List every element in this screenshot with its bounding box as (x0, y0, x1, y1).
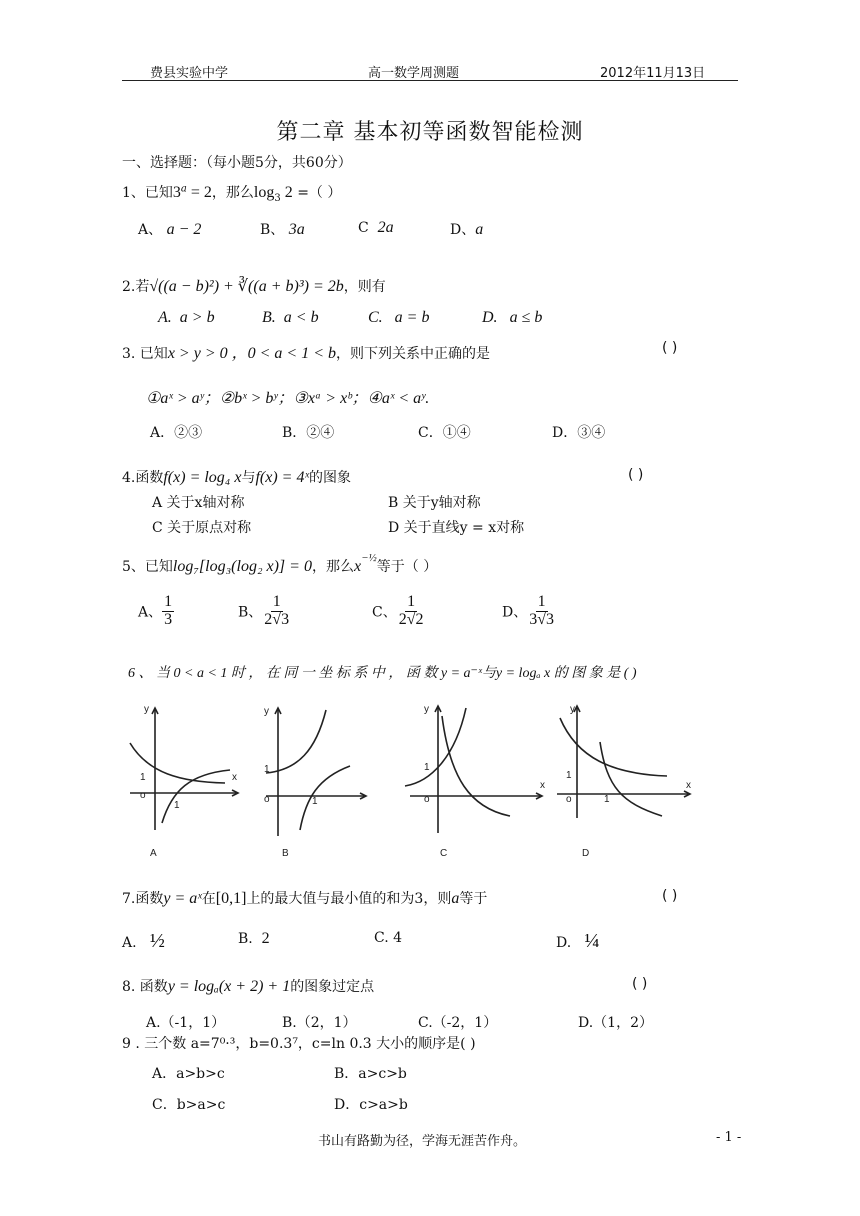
q7-option-b[interactable]: B. 2 (238, 930, 270, 947)
q3-option-b[interactable]: B．②④ (282, 425, 335, 441)
svg-text:1: 1 (312, 796, 318, 807)
graph-label: B (282, 848, 289, 859)
q3-option-c[interactable]: C．①④ (418, 425, 471, 441)
q4-option-a[interactable]: A 关于x轴对称 (152, 495, 245, 511)
svg-text:y: y (144, 704, 149, 715)
svg-text:1: 1 (566, 770, 572, 781)
q7-option-d[interactable]: D. ¼ (556, 930, 600, 952)
svg-text:1: 1 (140, 772, 146, 783)
graph-label: C (440, 848, 448, 859)
q1-option-b[interactable]: B、 3a (260, 221, 305, 238)
q7-answer-paren: ( ) (662, 888, 678, 904)
page-title: 第二章 基本初等函数智能检测 (276, 120, 584, 145)
q4-option-b[interactable]: B 关于y轴对称 (388, 495, 481, 511)
question-6: 6 、 当 0 < a < 1 时 ， 在 同 一 坐 标 系 中 ， 函 数 y = a⁻ˣ与y = logₐ x 的 图 象 是 ( ) (128, 666, 637, 681)
page-number: - 1 - (716, 1130, 742, 1145)
question-2: 2.若√((a − b)²) + ∛((a + b)³) = 2b，则有 (122, 278, 386, 295)
q7-option-a[interactable]: A. ½ (122, 930, 165, 952)
svg-text:x: x (540, 780, 545, 791)
svg-text:1: 1 (264, 764, 270, 775)
q5-option-d[interactable]: D、 $\frac{1}{3√3}$ (502, 593, 555, 628)
question-9: 9 . 三个数 a=7⁰·³，b=0.3⁷，c=ln 0.3 大小的顺序是( ) (122, 1036, 476, 1052)
q3-option-a[interactable]: A．②③ (150, 425, 203, 441)
svg-text:y: y (424, 704, 429, 715)
graph-b[interactable] (258, 698, 378, 863)
question-4: 4.函数f(x) = log₄ x与f(x) = 4ˣ的图象 (122, 469, 351, 486)
q5-option-a[interactable]: A、 $\frac{1}{3}$ (138, 593, 173, 628)
graph-d[interactable] (552, 698, 697, 863)
svg-text:y: y (264, 706, 269, 717)
graph-label: D (582, 848, 590, 859)
question-3: 3. 已知x > y > 0 ，0 < a < 1 < b，则下列关系中正确的是 (122, 345, 491, 362)
header-date: 2012年11月13日 (600, 66, 706, 81)
svg-text:1: 1 (604, 794, 610, 805)
header-school: 费县实验中学 (150, 66, 229, 81)
svg-text:1: 1 (174, 800, 180, 811)
q8-option-a[interactable]: A.（-1，1） (146, 1015, 226, 1031)
q4-option-c[interactable]: C 关于原点对称 (152, 520, 252, 536)
q1-option-a[interactable]: A、 a − 2 (138, 221, 202, 238)
svg-text:o: o (140, 790, 146, 801)
q3-answer-paren: ( ) (662, 340, 678, 356)
q1-option-d[interactable]: D、a (450, 221, 484, 238)
header-subject: 高一数学周测题 (368, 66, 460, 81)
q9-option-c[interactable]: C．b>a>c (152, 1097, 226, 1113)
graph-c[interactable] (400, 698, 550, 863)
header-rule (122, 80, 738, 81)
q5-option-b[interactable]: B、 $\frac{1}{2√3}$ (238, 593, 290, 628)
q9-option-a[interactable]: A．a>b>c (152, 1066, 225, 1082)
q3-option-d[interactable]: D．③④ (552, 425, 606, 441)
svg-text:o: o (424, 794, 430, 805)
q7-option-c[interactable]: C. 4 (374, 930, 403, 946)
q8-option-c[interactable]: C.（-2，1） (418, 1015, 498, 1031)
q4-answer-paren: ( ) (628, 467, 644, 483)
graph-a[interactable] (120, 698, 250, 863)
q2-option-b[interactable]: B. a < b (262, 309, 319, 326)
question-1: 1、已知$3^a = 2$，那么$\log_3 2$ =（ ） (122, 183, 342, 204)
question-5: 5、已知log₇[log₃(log₂ x)] = 0，那么$x^{-\frac{1}{2}}$等于（ ） (122, 552, 438, 575)
q3-relations: ①aˣ > aʸ；②bˣ > bʸ；③xᵃ > xᵇ；④aˣ < aʸ. (146, 390, 430, 407)
q5-option-c[interactable]: C、 $\frac{1}{2√2}$ (372, 593, 424, 628)
q4-option-d[interactable]: D 关于直线y = x对称 (388, 520, 525, 536)
q9-option-b[interactable]: B．a>c>b (334, 1066, 407, 1082)
q9-option-d[interactable]: D．c>a>b (334, 1097, 408, 1113)
svg-text:1: 1 (424, 762, 430, 773)
q8-option-d[interactable]: D.（1，2） (578, 1015, 653, 1031)
q2-option-a[interactable]: A. a > b (158, 309, 215, 326)
graph-label: A (150, 848, 157, 859)
question-8: 8. 函数y = logₐ(x + 2) + 1的图象过定点 (122, 978, 375, 995)
footer-motto: 书山有路勤为径，学海无涯苦作舟。 (318, 1134, 527, 1149)
q1-option-c[interactable]: C 2a (358, 219, 394, 236)
q2-option-c[interactable]: C. a = b (368, 309, 430, 326)
svg-text:y: y (570, 704, 575, 715)
question-7: 7.函数y = aˣ在[0,1]上的最大值与最小值的和为3，则a等于 (122, 890, 488, 907)
q2-option-d[interactable]: D. a ≤ b (482, 309, 543, 326)
q8-answer-paren: ( ) (632, 976, 648, 992)
svg-text:o: o (264, 794, 270, 805)
svg-text:x: x (686, 780, 691, 791)
svg-text:o: o (566, 794, 572, 805)
svg-text:x: x (232, 772, 237, 783)
section-heading: 一、选择题：（每小题5分，共60分） (122, 155, 352, 171)
q8-option-b[interactable]: B.（2，1） (282, 1015, 357, 1031)
